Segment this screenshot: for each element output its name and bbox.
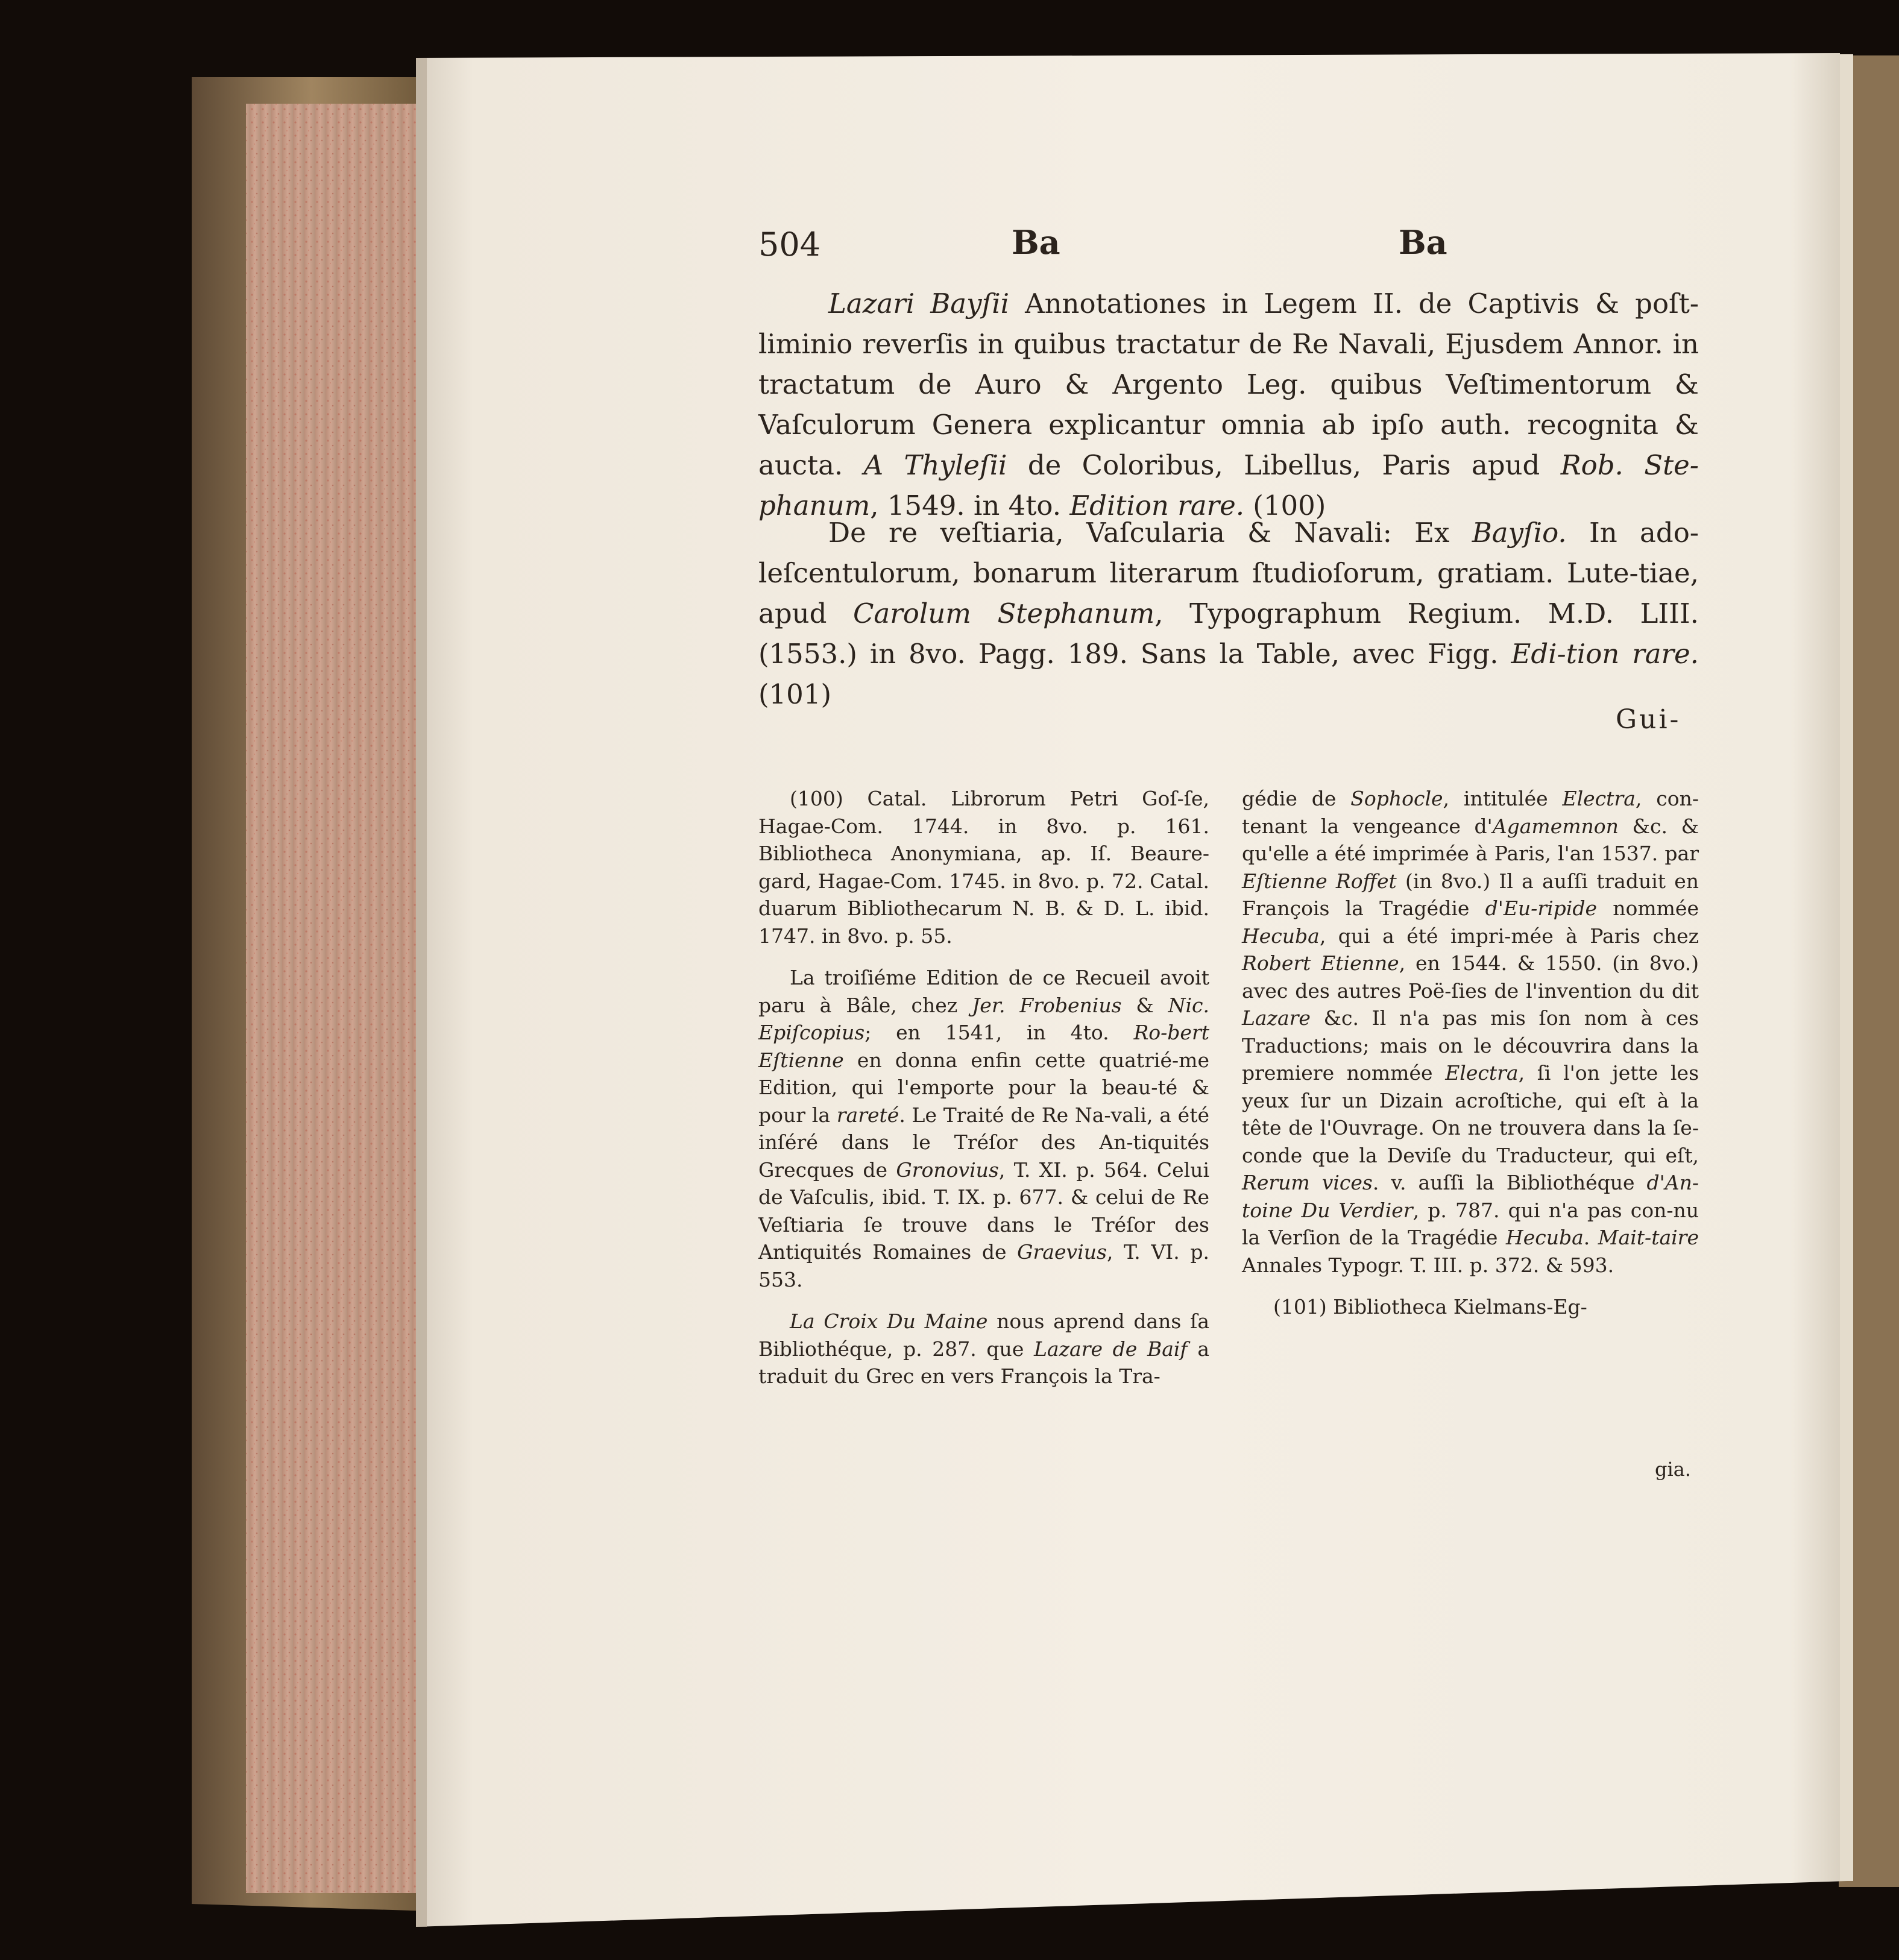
entry-rarity: Edi-tion rare. <box>1511 638 1699 670</box>
footnote-ref: (100) <box>1244 490 1326 522</box>
running-head-left: Ba <box>1012 223 1060 262</box>
notes-right-column <box>1242 785 1699 1335</box>
page-shadow <box>416 58 427 1927</box>
footnote-101: (101) Bibliotheca Kielmans-Eg- <box>1273 1295 1587 1319</box>
notes-left-column <box>758 785 1209 1405</box>
entry-printer: Carolum Stephanum <box>852 597 1155 629</box>
page-number: 504 <box>758 225 821 263</box>
entry-rarity: Edition rare. <box>1069 490 1244 522</box>
note-paragraph: La troiſiéme Edition de ce Recueil avoit paru à Bâle, chez Jer. Frobenius & Nic. Epiſcopius; en 1541, in 4to. Ro-bert Eſtienne en donna enfin cette quatrié-me Edition, qui l'emporte pour la beau-té & pour la rareté. Le Traité de Re Na-vali, a été inſéré dans le Tréſor des An-tiquités Grecques de Gronovius, T. XI. p. 564. Celui de Vaſculis, ibid. T. IX. p. 677. & celui de Re Veſtiaria ſe trouve dans le Tréſor des Antiquités Romaines de Graevius, T. VI. p. 553. <box>758 966 1210 1291</box>
catchword-footnote: gia. <box>1655 1458 1691 1481</box>
entry-text: de Coloribus, Libellus, Paris apud <box>1007 449 1561 481</box>
page-fore-edge <box>246 104 420 1893</box>
running-head-right: Ba <box>1399 223 1447 262</box>
entry-text: De re veſtiaria, Vaſcularia & Navali: Ex <box>828 517 1472 549</box>
footnote-text: (100) Catal. Librorum Petri Goſ-ſe, Hagae-Com. 1744. in 8vo. p. 161. Bibliotheca Anonymiana, ap. Iſ. Beaure-gard, Hagae-Com. 1745. in 8vo. p. 72. Catal. duarum Bibliothecarum N. B. & D. L. ibid. 1747. in 8vo. p. 55. <box>758 787 1209 948</box>
running-head <box>758 222 1699 276</box>
entry-author: Lazari Bayſii <box>828 288 1009 320</box>
entry-baif-annotationes <box>758 283 1699 526</box>
footnote-ref: (101) <box>758 678 832 710</box>
entry-source: Bayſio. <box>1472 517 1567 549</box>
entry-imprint: , 1549. in 4to. <box>870 490 1070 522</box>
entry-de-re-vestiaria <box>758 512 1699 714</box>
entry-text: Annotationes in Legem II. de Captivis & poſt-liminio reverſis in quibus tractatur de Re Navali, Ejusdem Annor. in tractatum de Auro & Argento Leg. quibus Veſtimentorum & Vaſculorum Genera explicantur omnia ab ipſo auth. recognita & aucta. <box>758 288 1699 481</box>
entry-imprint: , Typographum Regium. M.D. LIII. (1553.) in 8vo. Pagg. 189. Sans la Table, avec Figg. <box>758 597 1699 670</box>
note-paragraph: gédie de Sophocle, intitulée Electra, con-tenant la vengeance d'Agamemnon &c. & qu'elle a été imprimée à Paris, l'an 1537. par Eſtienne Roffet (in 8vo.) Il a auſſi traduit en François la Tragédie d'Eu-ripide nommée Hecuba, qui a été impri-mée à Paris chez Robert Etienne, en 1544. & 1550. (in 8vo.) avec des autres Poë-ſies de l'invention du dit Lazare &c. Il n'a pas mis ſon nom à ces Traductions; mais on le découvrira dans la premiere nommée Electra, ſi l'on jette les yeux ſur un Dizain acroſtiche, qui eſt à la tête de l'Ouvrage. On ne trouvera dans la ſe-conde que la Deviſe du Traducteur, qui eſt, Rerum vices. v. auſſi la Bibliothéque d'An-toine Du Verdier, p. 787. qui n'a pas con-nu la Verſion de la Tragédie Hecuba. Mait-taire Annales Typogr. T. III. p. 372. & 593. <box>1242 787 1699 1277</box>
entry-text: In ado-leſcentulorum, bonarum literarum ſtudioſorum, gratiam. Lute-tiae, apud <box>758 517 1699 629</box>
entry-author: A Thyleſii <box>863 449 1007 481</box>
next-page-edge <box>1840 54 1853 1881</box>
entry-printer: Rob. Ste-phanum <box>758 449 1699 522</box>
note-paragraph: La Croix Du Maine nous aprend dans ſa Bibliothéque, p. 287. que Lazare de Baif a traduit du Grec en vers François la Tra- <box>758 1309 1209 1388</box>
catchword: Gui- <box>1616 704 1681 735</box>
footnote-100 <box>758 785 1209 950</box>
